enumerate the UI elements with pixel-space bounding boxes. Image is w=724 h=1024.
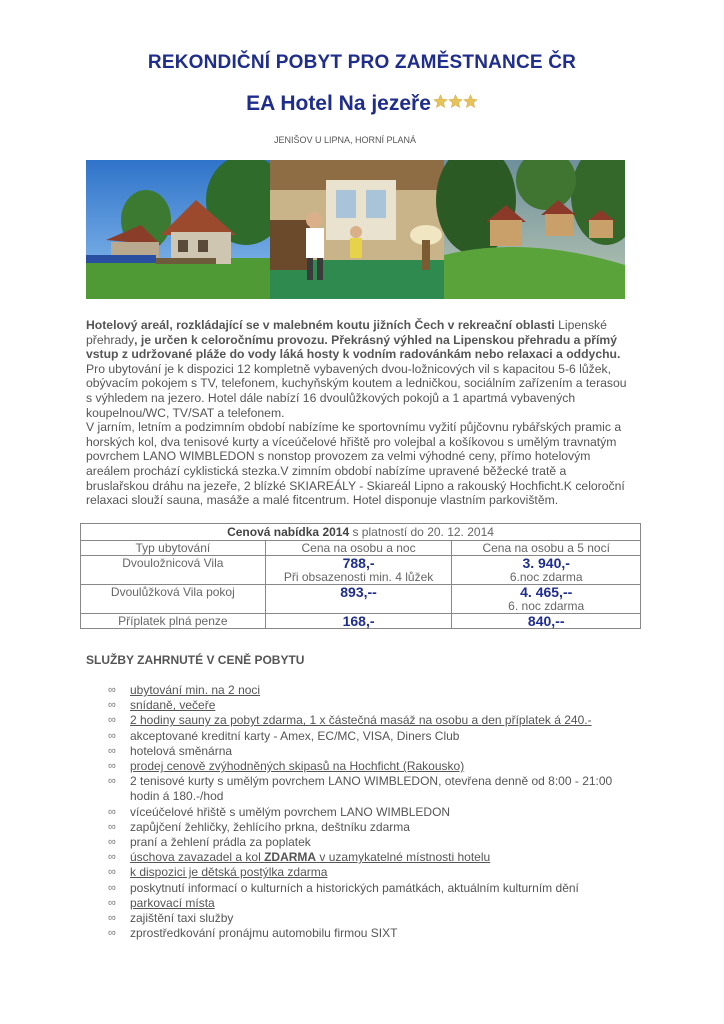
list-item: [108, 744, 628, 759]
hotel-name-heading: [0, 92, 724, 116]
hotel-description: [86, 318, 631, 508]
list-item: [108, 729, 628, 744]
row-type: Příplatek plná penze: [81, 614, 266, 629]
price-5nights: 4. 465,--: [520, 584, 573, 600]
list-item[interactable]: [108, 896, 628, 911]
infinity-bullet-icon: ∞: [108, 760, 116, 773]
service-link[interactable]: parkovací místa: [130, 895, 215, 910]
star-icon: [433, 94, 448, 109]
price-5nights-note: 6.noc zdarma: [509, 570, 583, 584]
list-item: [108, 835, 628, 850]
infinity-bullet-icon: ∞: [108, 684, 116, 696]
list-item: [108, 926, 628, 941]
service-text: zajištění taxi služby: [130, 911, 234, 926]
table-row: [81, 585, 641, 614]
infinity-bullet-icon: ∞: [108, 881, 116, 894]
services-heading: SLUŽBY ZAHRNUTÉ V CENĚ POBYTU: [86, 653, 305, 667]
service-text: zprostředkování pronájmu automobilu firmou SIXT: [130, 926, 398, 941]
list-item[interactable]: [108, 713, 628, 728]
list-item[interactable]: [108, 759, 628, 774]
description-paragraph-1: [86, 318, 631, 420]
row-type: Dvouložnicová Vila: [81, 556, 266, 585]
star-icon: [463, 94, 478, 109]
infinity-bullet-icon: ∞: [108, 714, 116, 727]
list-item: [108, 820, 628, 835]
photo-tennis-hall: [270, 160, 444, 299]
price-night: 788,-: [342, 555, 375, 571]
infinity-bullet-icon: ∞: [108, 866, 116, 879]
photo-strip: [86, 160, 625, 299]
infinity-bullet-icon: ∞: [108, 699, 116, 712]
col-header-type: Typ ubytování: [81, 541, 266, 556]
list-item: [108, 805, 628, 820]
services-list: [108, 683, 628, 941]
star-icon: [448, 94, 463, 109]
price-5nights: 840,--: [527, 613, 565, 629]
list-item[interactable]: [108, 698, 628, 713]
star-rating: [433, 92, 478, 116]
service-text: 2 tenisové kurty s umělým povrchem LANO WIMBLEDON, otevřena denně od 8:00 - 21:00 hodin á 180.-/hod: [130, 774, 613, 804]
list-item: [108, 774, 628, 804]
list-item: [108, 911, 628, 926]
price-5nights: 3. 940,-: [522, 555, 570, 571]
description-bold-b: , je určen k celoročnímu provozu. Překrásný výhled na Lipenskou přehradu a přímý vstup z udržované pláže do vody láká hosty k vodním radovánkám nebo relaxaci a oddychu.: [86, 332, 621, 362]
location-line: JENIŠOV U LIPNA, HORNÍ PLANÁ: [274, 135, 417, 145]
service-text: akceptované kreditní karty - Amex, EC/MC, VISA, Diners Club: [130, 728, 460, 743]
service-link[interactable]: [130, 850, 490, 864]
table-row: [81, 614, 641, 629]
infinity-bullet-icon: ∞: [108, 744, 116, 757]
service-text: praní a žehlení prádla za poplatek: [130, 835, 311, 850]
page-title: REKONDIČNÍ POBYT PRO ZAMĚSTNANCE ČR: [147, 52, 577, 73]
hotel-name: EA Hotel Na jezeře: [246, 92, 431, 115]
price-heading-rest: s platností do 20. 12. 2014: [349, 525, 494, 539]
description-text-b: Pro ubytování je k dispozici 12 kompletně vybavených dvou-ložnicových vil s kapacitou 5-6 lůžek, obývacím pokojem s TV, telefonem, kuchyňským koutem a ledničkou, sociálním zařízením a terasou s výhledem na jezero. Hotel dále nabízí 16 dvoulůžkových pokojů a 1 apartmá vybavených koupelnou/WC, TV/SAT a telefonem.: [86, 361, 627, 420]
description-paragraph-2: V jarním, letním a podzimním období nabízíme ke sportovnímu vyžití půjčovnu rybářských pramic a horských kol, dva tenisové kurty a víceúčelové hřiště pro volejbal a košíkovou s umělým travnatým povrchem LANO WIMBLEDON s nonstop provozem za velmi výhodné ceny, přímo hotelovým areálem prochází cyklistická stezka.V zimním období nabízíme upravené běžecké tratě a bruslařskou dráhu na jezeře, 2 blízké SKIAREÁLY - Skiareál Lipno a rakouský Hochficht.K celoroční relaxaci slouží sauna, masáže a malé fitcentrum. Hotel disponuje vlastním parkovištěm.: [86, 420, 625, 508]
col-header-5nights: Cena na osobu a 5 nocí: [452, 541, 641, 556]
service-link[interactable]: snídaně, večeře: [130, 698, 216, 713]
infinity-bullet-icon: ∞: [108, 729, 116, 742]
service-link-start: úschova zavazadel a kol: [130, 850, 265, 865]
service-text: víceúčelové hřiště s umělým povrchem LANO WIMBLEDON: [130, 804, 451, 819]
service-link[interactable]: ubytování min. na 2 noci: [130, 683, 261, 697]
service-link[interactable]: k dispozici je dětská postýlka zdarma: [130, 865, 328, 880]
photo-chalet-terrace: [86, 160, 286, 299]
col-header-night: Cena na osobu a noc: [265, 541, 452, 556]
price-night: 168,-: [342, 613, 375, 629]
row-type: Dvoulůžková Vila pokoj: [81, 585, 266, 614]
infinity-bullet-icon: ∞: [108, 927, 116, 940]
price-heading-bold: Cenová nabídka 2014: [227, 525, 350, 539]
list-item[interactable]: [108, 865, 628, 880]
photo-villas-hillside: [436, 160, 625, 299]
table-row: [81, 556, 641, 585]
infinity-bullet-icon: ∞: [108, 775, 116, 788]
service-text: hotelová směnárna: [130, 743, 233, 758]
service-text: poskytnutí informací o kulturních a historických památkách, aktuálním kulturním dění: [130, 880, 579, 895]
infinity-bullet-icon: ∞: [108, 805, 116, 818]
price-night-note: Při obsazenosti min. 4 lůžek: [283, 570, 434, 584]
service-link[interactable]: prodej cenově zvýhodněných skipasů na Hochficht (Rakousko): [130, 759, 465, 774]
infinity-bullet-icon: ∞: [108, 896, 116, 909]
infinity-bullet-icon: ∞: [108, 851, 116, 864]
infinity-bullet-icon: ∞: [108, 912, 116, 925]
service-link-bold: ZDARMA: [264, 850, 317, 865]
infinity-bullet-icon: ∞: [108, 820, 116, 833]
description-bold-a: Hotelový areál, rozkládající se v malebném koutu jižních Čech v rekreační oblasti: [86, 318, 555, 332]
price-5nights-note: 6. noc zdarma: [508, 599, 585, 613]
description-text-a: Lipenské přehrady: [86, 318, 607, 347]
service-link[interactable]: 2 hodiny sauny za pobyt zdarma, 1 x částečná masáž na osobu a den příplatek á 240.-: [130, 713, 592, 728]
price-table: [80, 523, 641, 629]
list-item[interactable]: [108, 850, 628, 865]
price-night: 893,--: [340, 584, 377, 600]
list-item: [108, 881, 628, 896]
list-item[interactable]: [108, 683, 628, 698]
price-table-heading: [81, 524, 641, 541]
service-text: zapůjčení žehličky, žehlícího prkna, deštníku zdarma: [130, 819, 410, 834]
service-link-rest: v uzamykatelné místnosti hotelu: [316, 850, 491, 865]
infinity-bullet-icon: ∞: [108, 836, 116, 849]
